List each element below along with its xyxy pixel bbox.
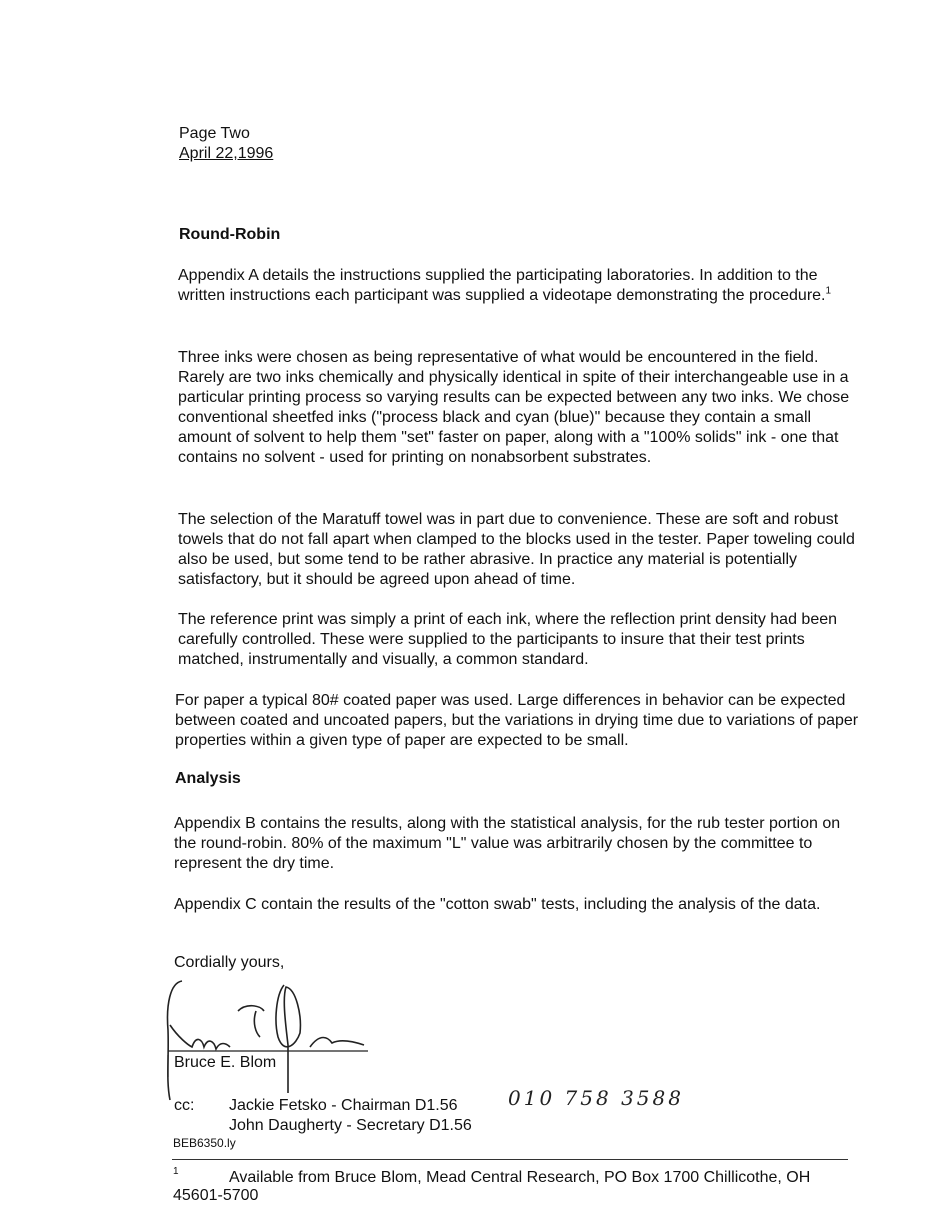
file-reference: BEB6350.ly [173,1136,236,1150]
round-robin-paragraph-3: The selection of the Maratuff towel was in part due to convenience. These are soft and robust towels that do not fall apart when clamped to the blocks used in the tester. Paper toweling could also be used, but some tend to be rather abrasive. In practice any material is potentially satisfactory, but it should be agreed upon ahead of time. [178,511,855,588]
analysis-heading: Analysis [175,770,241,787]
round-robin-paragraph-1 [178,266,868,306]
round-robin-paragraph-5: For paper a typical 80# coated paper was used. Large differences in behavior can be expected between coated and uncoated papers, but the variations in drying time due to variations of paper properties within a given type of paper are expected to be small. [175,692,859,749]
cc-recipient-2: John Daugherty - Secretary D1.56 [229,1117,472,1134]
letter-date: April 22,1996 [179,145,274,162]
round-robin-paragraph-4: The reference print was simply a print of each ink, where the reflection print density had been carefully controlled. These were supplied to the participants to insure that their test prints matched, instrumentally and visually, a common standard. [178,611,838,668]
signer-name: Bruce E. Blom [174,1054,277,1071]
footnote-divider [172,1159,848,1160]
cc-recipient-1: Jackie Fetsko - Chairman D1.56 [229,1097,458,1114]
round-robin-heading: Round-Robin [179,226,281,243]
footnote-reference: 1 [825,285,832,297]
cc-label: cc: [174,1097,195,1114]
salutation: Cordially yours, [174,954,285,971]
page-label: Page Two [179,125,250,142]
analysis-paragraph-2: Appendix C contain the results of the "cotton swab" tests, including the analysis of the data. [174,896,821,913]
footnote-marker: 1 [173,1166,179,1177]
paragraph-text: Appendix A details the instructions supplied the participating laboratories. In addition to the written instructions each participant was supplied a videotape demonstrating the procedure. [178,267,826,304]
handwritten-number: 010 758 3588 [508,1086,684,1110]
round-robin-paragraph-2: Three inks were chosen as being representative of what would be encountered in the field. Rarely are two inks chemically and physically identical in spite of their interchangeable use in a particular printing process so varying results can be expected between any two inks. We chose conventional sheetfed inks ("process black and cyan (blue)" because they contain a small amount of solvent to help them "set" faster on paper, along with a "100% solids" ink - one that contains no solvent - used for printing on nonabsorbent substrates. [178,349,850,466]
analysis-paragraph-1: Appendix B contains the results, along with the statistical analysis, for the rub tester portion on the round-robin. 80% of the maximum "L" value was arbitrarily chosen by the committee to represent the dry time. [174,815,841,872]
handwritten-signature [160,975,390,1115]
footnote-text-line-2: 45601-5700 [173,1187,259,1204]
footnote-text-line-1: Available from Bruce Blom, Mead Central Research, PO Box 1700 Chillicothe, OH [229,1169,811,1186]
